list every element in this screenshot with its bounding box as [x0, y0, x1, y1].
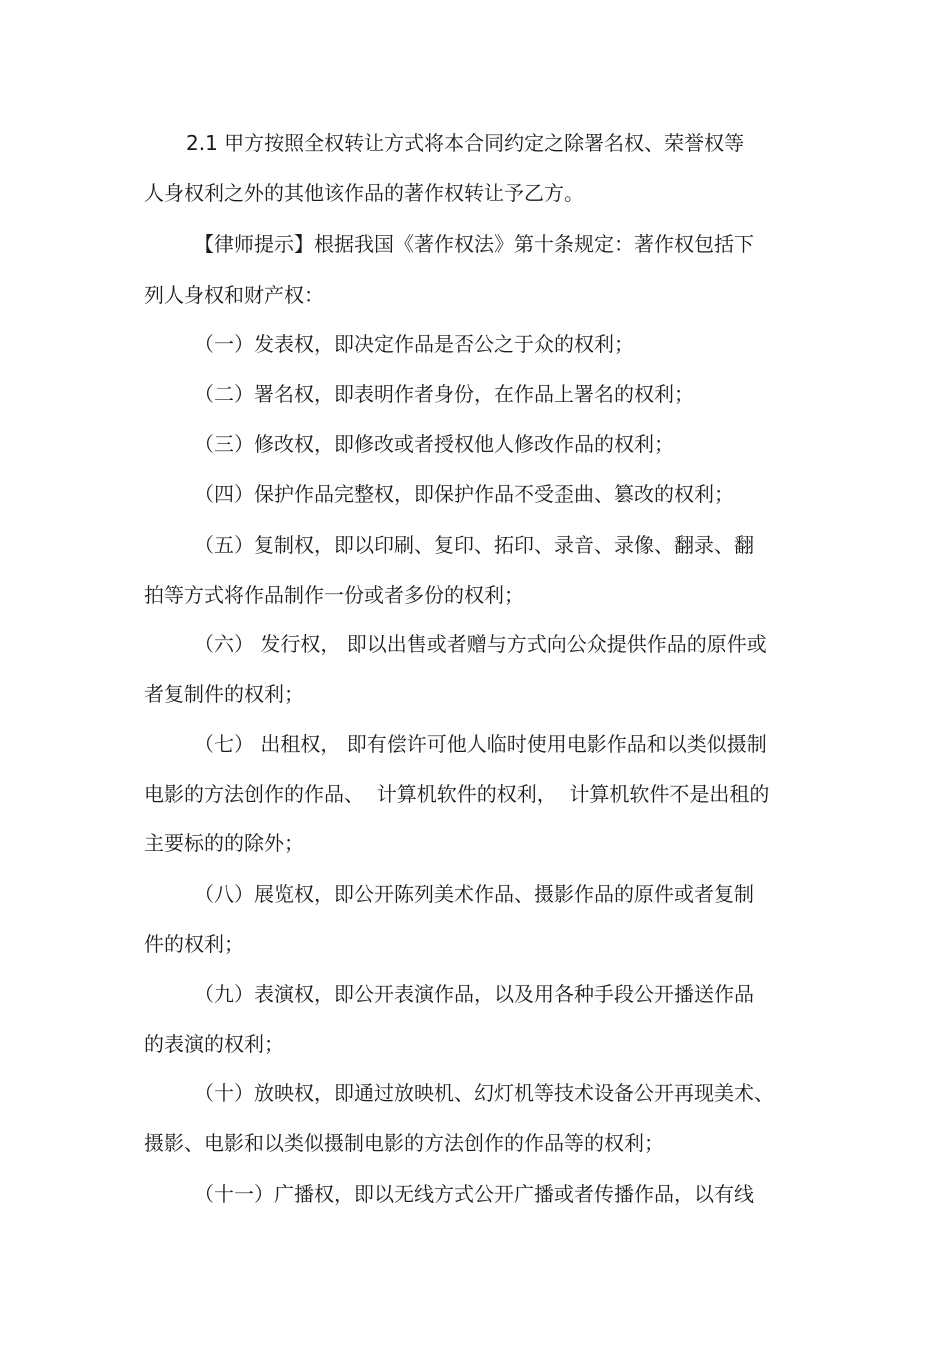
text-line: （二）署名权，即表明作者身份，在作品上署名的权利； — [194, 382, 694, 406]
text-line: （五）复制权，即以印刷、复印、拓印、录音、录像、翻录、翻 — [194, 533, 754, 557]
text-line: 列人身权和财产权： — [144, 283, 324, 307]
text-line: 【律师提示】根据我国《著作权法》第十条规定：著作权包括下 — [194, 232, 754, 256]
text-line: （十）放映权，即通过放映机、幻灯机等技术设备公开再现美术、 — [194, 1081, 774, 1105]
text-line: （十一）广播权，即以无线方式公开广播或者传播作品，以有线 — [194, 1182, 754, 1206]
text-line: 者复制件的权利； — [144, 682, 304, 706]
text-line: （八）展览权，即公开陈列美术作品、摄影作品的原件或者复制 — [194, 882, 754, 906]
text-line: （九）表演权，即公开表演作品，以及用各种手段公开播送作品 — [194, 982, 754, 1006]
text-line: 2.1 甲方按照全权转让方式将本合同约定之除署名权、荣誉权等 — [186, 131, 745, 155]
text-line: 主要标的的除外； — [144, 831, 304, 855]
text-line: 人身权利之外的其他该作品的著作权转让予乙方。 — [144, 181, 584, 205]
text-line: 拍等方式将作品制作一份或者多份的权利； — [144, 583, 524, 607]
text-line: （一）发表权，即决定作品是否公之于众的权利； — [194, 332, 634, 356]
text-line: （六） 发行权， 即以出售或者赠与方式向公众提供作品的原件或 — [194, 632, 767, 656]
text-line: （三）修改权，即修改或者授权他人修改作品的权利； — [194, 432, 674, 456]
text-line: 摄影、电影和以类似摄制电影的方法创作的作品等的权利； — [144, 1131, 664, 1155]
text-line: 的表演的权利； — [144, 1032, 284, 1056]
text-line: （七） 出租权， 即有偿许可他人临时使用电影作品和以类似摄制 — [194, 732, 767, 756]
text-line: （四）保护作品完整权，即保护作品不受歪曲、篡改的权利； — [194, 482, 734, 506]
text-line: 电影的方法创作的作品、 计算机软件的权利， 计算机软件不是出租的 — [144, 782, 770, 806]
text-line: 件的权利； — [144, 932, 244, 956]
